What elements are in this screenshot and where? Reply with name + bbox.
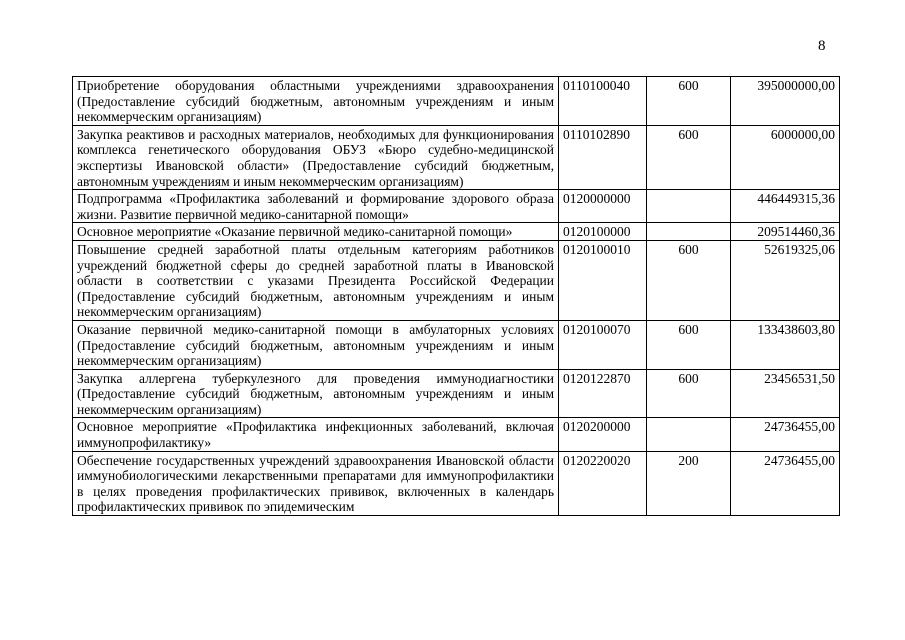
row-sum: 24736455,00	[731, 451, 840, 515]
row-code: 0110100040	[559, 77, 647, 126]
row-code: 0110102890	[559, 125, 647, 189]
row-name: Повышение средней заработной платы отдельным категориям работников учреждений бюджетной сферы до средней заработной платы в Ивановской области в соответствии с указами Президента Российской Федерации (Предоставление субсидий бюджетным, автономным учреждениям и иным некоммерческим организациям)	[73, 240, 559, 320]
row-name: Оказание первичной медико-санитарной помощи в амбулаторных условиях (Предоставление субсидий бюджетным, автономным учреждениям и иным некоммерческим организациям)	[73, 320, 559, 369]
row-code: 0120220020	[559, 451, 647, 515]
row-expense-type	[647, 190, 731, 223]
row-code: 0120100010	[559, 240, 647, 320]
table-row	[73, 418, 840, 451]
row-name: Подпрограмма «Профилактика заболеваний и формирование здорового образа жизни. Развитие первичной медико-санитарной помощи»	[73, 190, 559, 223]
row-expense-type: 600	[647, 77, 731, 126]
row-expense-type	[647, 418, 731, 451]
row-sum: 23456531,50	[731, 369, 840, 418]
row-code: 0120122870	[559, 369, 647, 418]
table-row	[73, 369, 840, 418]
table-row	[73, 320, 840, 369]
table-row	[73, 190, 840, 223]
row-sum: 6000000,00	[731, 125, 840, 189]
row-expense-type: 200	[647, 451, 731, 515]
row-sum: 209514460,36	[731, 223, 840, 241]
row-name: Основное мероприятие «Оказание первичной медико-санитарной помощи»	[73, 223, 559, 241]
table-row	[73, 125, 840, 189]
page-number: 8	[818, 38, 826, 54]
budget-table	[72, 76, 840, 516]
row-code: 0120100070	[559, 320, 647, 369]
table-row	[73, 223, 840, 241]
row-expense-type: 600	[647, 125, 731, 189]
table-row	[73, 77, 840, 126]
row-name: Закупка аллергена туберкулезного для проведения иммунодиагностики (Предоставление субсидий бюджетным, автономным учреждениям и иным некоммерческим организациям)	[73, 369, 559, 418]
row-name: Основное мероприятие «Профилактика инфекционных заболеваний, включая иммунопрофилактику»	[73, 418, 559, 451]
row-sum: 24736455,00	[731, 418, 840, 451]
row-name: Приобретение оборудования областными учреждениями здравоохранения (Предоставление субсидий бюджетным, автономным учреждениям и иным некоммерческим организациям)	[73, 77, 559, 126]
row-sum: 133438603,80	[731, 320, 840, 369]
row-expense-type: 600	[647, 369, 731, 418]
row-name: Обеспечение государственных учреждений здравоохранения Ивановской области иммунобиологическими лекарственными препаратами для иммунопрофилактики в целях проведения профилактических прививок, включенных в календарь профилактических прививок по эпидемическим	[73, 451, 559, 515]
row-sum: 395000000,00	[731, 77, 840, 126]
row-sum: 52619325,06	[731, 240, 840, 320]
table-row	[73, 451, 840, 515]
row-code: 0120000000	[559, 190, 647, 223]
table-row	[73, 240, 840, 320]
row-code: 0120100000	[559, 223, 647, 241]
row-name: Закупка реактивов и расходных материалов, необходимых для функционирования комплекса генетического оборудования ОБУЗ «Бюро судебно-медицинской экспертизы Ивановской области» (Предоставление субсидий бюджетным, автономным учреждениям и иным некоммерческим организациям)	[73, 125, 559, 189]
row-expense-type	[647, 223, 731, 241]
row-expense-type: 600	[647, 240, 731, 320]
row-sum: 446449315,36	[731, 190, 840, 223]
row-expense-type: 600	[647, 320, 731, 369]
row-code: 0120200000	[559, 418, 647, 451]
